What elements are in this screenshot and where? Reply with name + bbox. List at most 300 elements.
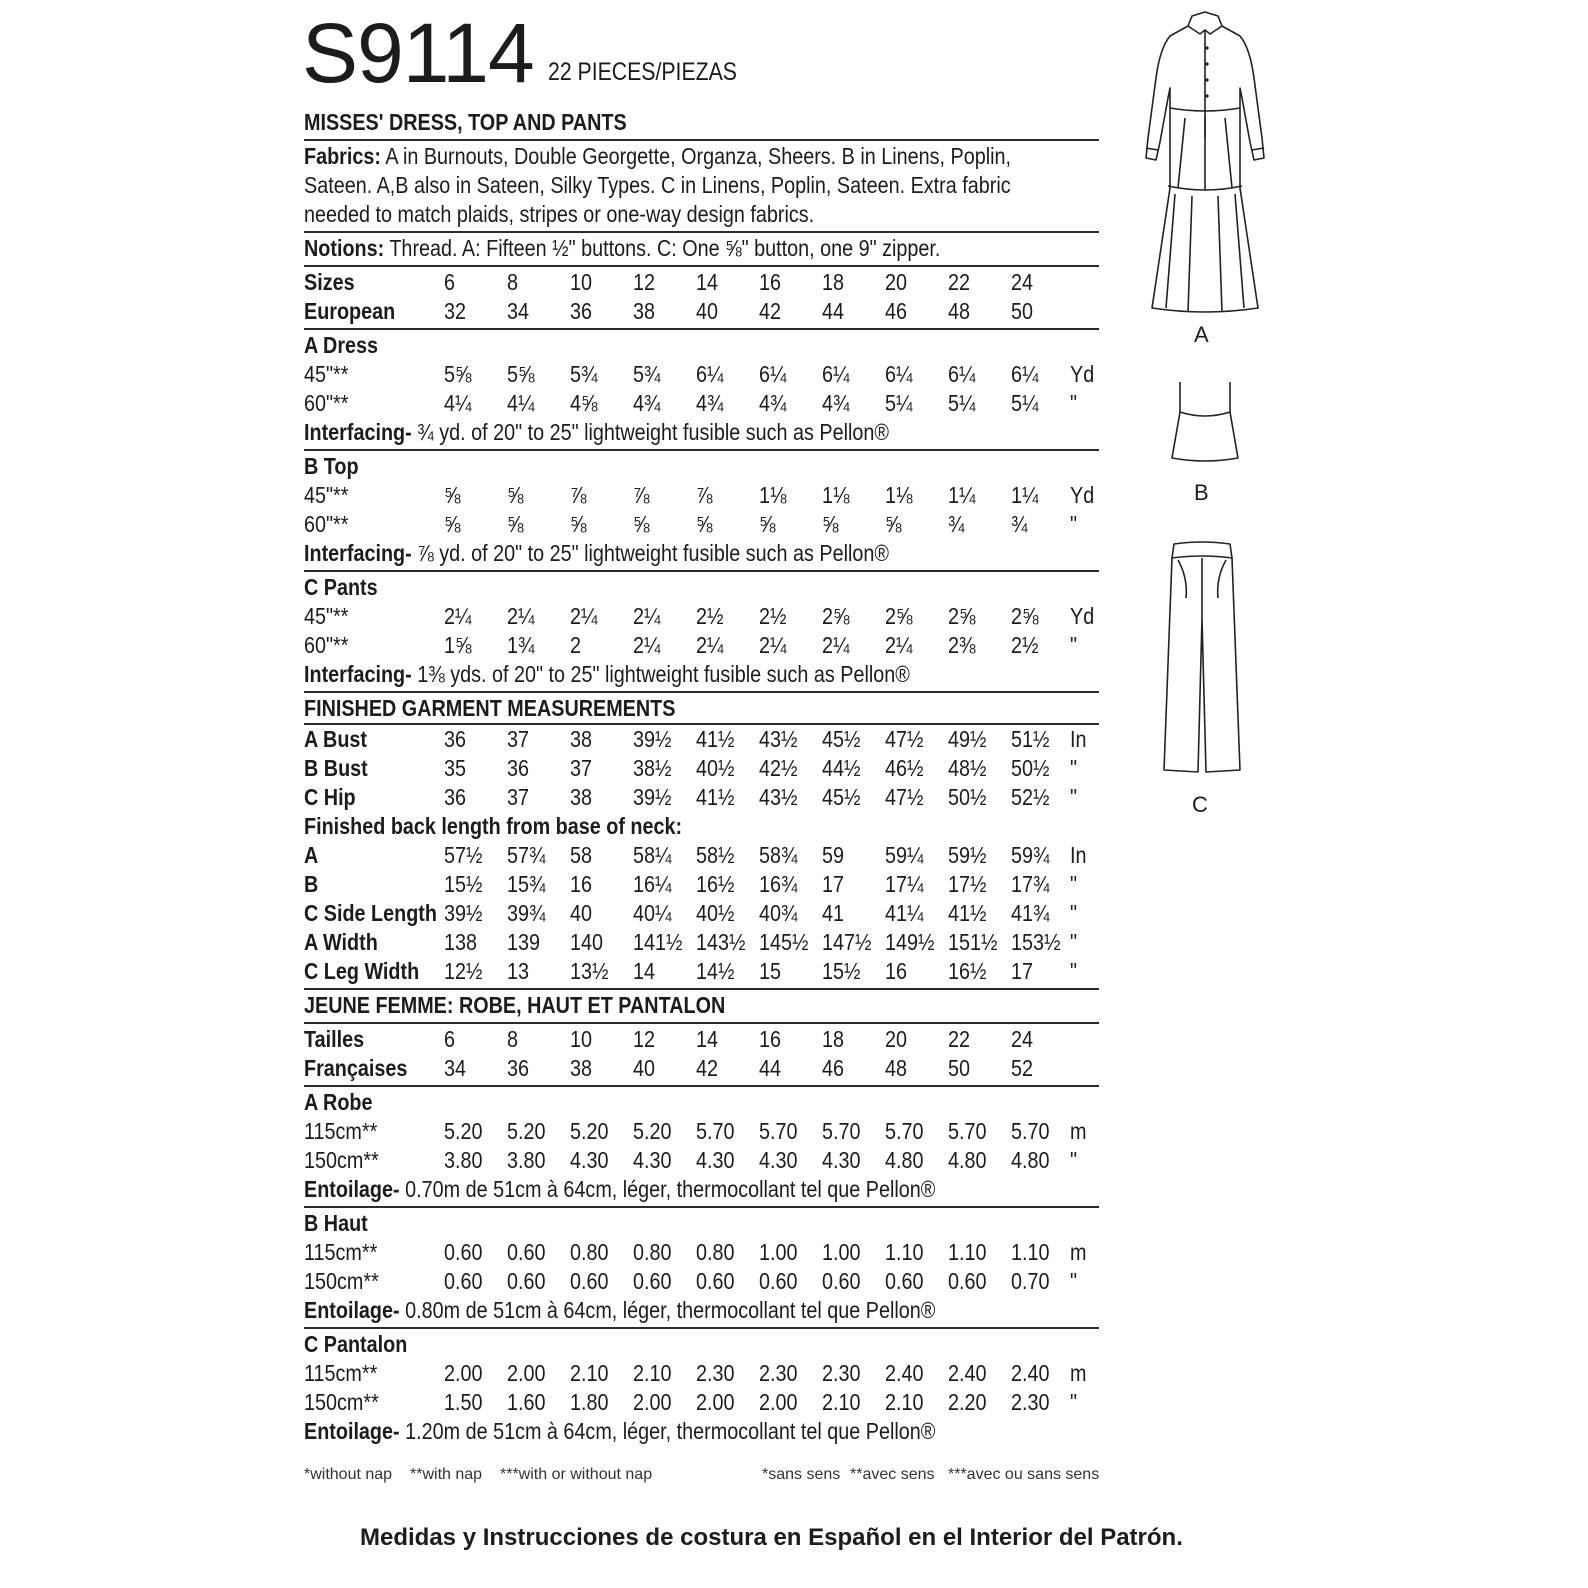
yardage-row-cell: 6¼ bbox=[1011, 361, 1039, 387]
length-row-cell: 41¼ bbox=[885, 900, 924, 926]
length-row-cell: 14 bbox=[633, 958, 656, 984]
length-row-unit: " bbox=[1070, 958, 1078, 984]
yardage-row-cell: 2⅜ bbox=[948, 632, 976, 658]
measurement-row-cell: 52½ bbox=[1011, 784, 1050, 810]
metrage-row-cell: 2.40 bbox=[885, 1360, 924, 1386]
divider bbox=[304, 1022, 1099, 1024]
metrage-row-label: 150cm** bbox=[304, 1268, 379, 1294]
length-row-label: C Side Length bbox=[304, 900, 437, 926]
interfacing-line bbox=[304, 539, 984, 568]
interfacing-line bbox=[304, 660, 1008, 689]
sizes-row-cell: 12 bbox=[633, 269, 656, 295]
pants-illustration bbox=[1152, 538, 1252, 778]
section-heading bbox=[304, 1330, 424, 1359]
yardage-row-cell: 2¼ bbox=[885, 632, 913, 658]
metrage-row-cell: 3.80 bbox=[444, 1147, 483, 1173]
metrage-row-cell: 1.00 bbox=[759, 1239, 798, 1265]
metrage-row bbox=[304, 1359, 1104, 1388]
footnote-avec-sens: **avec sens bbox=[850, 1466, 935, 1483]
tailles-row-cell: 10 bbox=[570, 1026, 593, 1052]
interfacing-line-text: 1⅜ yds. of 20" to 25" lightweight fusible such as Pellon® bbox=[417, 661, 910, 687]
yardage-row-cell: ⅝ bbox=[444, 482, 461, 508]
length-row-cell: 17¼ bbox=[885, 871, 924, 897]
yardage-row-cell: 2½ bbox=[696, 603, 724, 629]
metrage-row-unit: m bbox=[1070, 1360, 1087, 1386]
divider bbox=[304, 691, 1099, 693]
measurement-row-cell: 36 bbox=[444, 784, 467, 810]
length-row-cell: 15¾ bbox=[507, 871, 546, 897]
measurement-row-cell: 39½ bbox=[633, 784, 672, 810]
length-row-cell: 16½ bbox=[696, 871, 735, 897]
length-row-cell: 59½ bbox=[948, 842, 987, 868]
metrage-row-cell: 2.20 bbox=[948, 1389, 987, 1415]
yardage-row-unit: Yd bbox=[1070, 482, 1095, 508]
interfacing-line-label: Interfacing- bbox=[304, 419, 412, 445]
length-row-label: B bbox=[304, 871, 319, 897]
interfacing-line-text: ⅞ yd. of 20" to 25" lightweight fusible such as Pellon® bbox=[417, 540, 889, 566]
yardage-row bbox=[304, 602, 1104, 631]
metrage-row-cell: 5.70 bbox=[696, 1118, 735, 1144]
metrage-row-cell: 1.00 bbox=[822, 1239, 861, 1265]
metrage-row-cell: 2.10 bbox=[570, 1360, 609, 1386]
metrage-row-cell: 2.00 bbox=[444, 1360, 483, 1386]
francaises-row-cell: 48 bbox=[885, 1055, 908, 1081]
european-sizes-row-cell: 42 bbox=[759, 298, 782, 324]
length-row bbox=[304, 957, 1104, 986]
entoilage-line-label: Entoilage- bbox=[304, 1297, 400, 1323]
yardage-row-cell: 2½ bbox=[1011, 632, 1039, 658]
length-row-cell: 57½ bbox=[444, 842, 483, 868]
measurement-row-cell: 48½ bbox=[948, 755, 987, 781]
metrage-row-cell: 2.10 bbox=[633, 1360, 672, 1386]
tailles-row-cell: 18 bbox=[822, 1026, 845, 1052]
yardage-row-cell: 4¾ bbox=[759, 390, 787, 416]
metrage-row-cell: 2.10 bbox=[822, 1389, 861, 1415]
view-label-c: C bbox=[1192, 792, 1208, 817]
metrage-row-unit: m bbox=[1070, 1239, 1087, 1265]
metrage-row-label: 150cm** bbox=[304, 1389, 379, 1415]
section-heading bbox=[304, 452, 367, 481]
measurement-row-cell: 37 bbox=[570, 755, 593, 781]
yardage-row-cell: 4⅝ bbox=[570, 390, 598, 416]
metrage-row-cell: 5.20 bbox=[507, 1118, 546, 1144]
metrage-row-cell: 0.60 bbox=[570, 1268, 609, 1294]
metrage-row-cell: 0.60 bbox=[444, 1268, 483, 1294]
metrage-row-cell: 2.00 bbox=[633, 1389, 672, 1415]
metrage-row-cell: 0.60 bbox=[948, 1268, 987, 1294]
interfacing-line-wrap bbox=[304, 418, 889, 447]
section-heading bbox=[304, 331, 390, 360]
metrage-row-label: 115cm** bbox=[304, 1118, 378, 1144]
yardage-row-cell: 5¾ bbox=[633, 361, 661, 387]
metrage-row-cell: 0.70 bbox=[1011, 1268, 1050, 1294]
yardage-row-cell: 2¼ bbox=[507, 603, 535, 629]
fabrics-wrap bbox=[304, 142, 1011, 171]
yardage-row-cell: 2¼ bbox=[444, 603, 472, 629]
entoilage-line-text: 0.70m de 51cm à 64cm, léger, thermocollant tel que Pellon® bbox=[405, 1176, 936, 1202]
metrage-row-unit: " bbox=[1070, 1268, 1078, 1294]
yardage-row-label: 45"** bbox=[304, 482, 349, 508]
divider bbox=[304, 449, 1099, 451]
yardage-row-cell: 4¼ bbox=[444, 390, 472, 416]
yardage-row bbox=[304, 631, 1104, 660]
length-row-cell: 17 bbox=[1011, 958, 1034, 984]
length-row-cell: 139 bbox=[507, 929, 541, 955]
measurement-row-cell: 49½ bbox=[948, 726, 987, 752]
tailles-row-cell: 16 bbox=[759, 1026, 782, 1052]
length-row-cell: 147½ bbox=[822, 929, 872, 955]
metrage-row-cell: 4.30 bbox=[696, 1147, 735, 1173]
top-illustration bbox=[1160, 378, 1250, 468]
metrage-row-cell: 2.40 bbox=[948, 1360, 987, 1386]
fabrics-line-text: Sateen. A,B also in Sateen, Silky Types. C in Linens, Poplin, Sateen. Extra fabric bbox=[304, 172, 1011, 198]
yardage-row bbox=[304, 389, 1104, 418]
yardage-row-cell: 6¼ bbox=[822, 361, 850, 387]
measurement-row bbox=[304, 725, 1104, 754]
metrage-row-cell: 0.60 bbox=[822, 1268, 861, 1294]
notions-line-label: Notions: bbox=[304, 235, 385, 261]
measurement-row-cell: 43½ bbox=[759, 726, 798, 752]
length-row-cell: 141½ bbox=[633, 929, 683, 955]
european-sizes-row-cell: 46 bbox=[885, 298, 908, 324]
section-heading-text: A Robe bbox=[304, 1089, 373, 1115]
francaises-row-cell: 34 bbox=[444, 1055, 467, 1081]
length-row-cell: 41 bbox=[822, 900, 845, 926]
measurement-row-cell: 35 bbox=[444, 755, 467, 781]
metrage-row-cell: 5.70 bbox=[885, 1118, 924, 1144]
sizes-row-cell: 22 bbox=[948, 269, 971, 295]
length-row-cell: 12½ bbox=[444, 958, 483, 984]
measurement-row-cell: 50½ bbox=[1011, 755, 1050, 781]
yardage-row-cell: 4¼ bbox=[507, 390, 535, 416]
european-sizes-row-cell: 38 bbox=[633, 298, 656, 324]
length-row-label: A bbox=[304, 842, 319, 868]
yardage-row-cell: ¾ bbox=[948, 511, 965, 537]
footnote-with-nap: **with nap bbox=[410, 1466, 483, 1483]
yardage-row-cell: ⅞ bbox=[570, 482, 587, 508]
metrage-row-cell: 0.60 bbox=[696, 1268, 735, 1294]
length-row-cell: 41½ bbox=[948, 900, 987, 926]
yardage-row-unit: " bbox=[1070, 511, 1078, 537]
footnote-avec-ou-sans-sens: ***avec ou sans sens bbox=[948, 1466, 1100, 1483]
pieces-count: 22 PIECES/PIEZAS bbox=[548, 58, 737, 86]
sizes-row-label: Sizes bbox=[304, 269, 355, 295]
measurement-row-cell: 38 bbox=[570, 784, 593, 810]
francaises-row-cell: 52 bbox=[1011, 1055, 1034, 1081]
tailles-row-label: Tailles bbox=[304, 1026, 365, 1052]
metrage-row-cell: 5.70 bbox=[1011, 1118, 1050, 1144]
metrage-row-cell: 2.10 bbox=[885, 1389, 924, 1415]
francaises-row-cell: 42 bbox=[696, 1055, 719, 1081]
length-row-cell: 58¾ bbox=[759, 842, 798, 868]
length-row-cell: 151½ bbox=[948, 929, 998, 955]
metrage-row-cell: 4.30 bbox=[759, 1147, 798, 1173]
tailles-row-cell: 8 bbox=[507, 1026, 519, 1052]
yardage-row-cell: 6¼ bbox=[696, 361, 724, 387]
divider bbox=[304, 231, 1099, 233]
yardage-row-cell: 2¼ bbox=[759, 632, 787, 658]
length-row-cell: 40¼ bbox=[633, 900, 672, 926]
european-sizes-row-cell: 48 bbox=[948, 298, 971, 324]
back-length-label bbox=[304, 812, 744, 841]
tailles-row-cell: 24 bbox=[1011, 1026, 1034, 1052]
length-row-cell: 58¼ bbox=[633, 842, 672, 868]
measurement-row-cell: 43½ bbox=[759, 784, 798, 810]
metrage-row-cell: 2.30 bbox=[1011, 1389, 1050, 1415]
metrage-row-cell: 0.60 bbox=[507, 1268, 546, 1294]
length-row-cell: 17 bbox=[822, 871, 845, 897]
metrage-row-cell: 4.30 bbox=[633, 1147, 672, 1173]
metrage-row-cell: 4.80 bbox=[1011, 1147, 1050, 1173]
length-row-cell: 143½ bbox=[696, 929, 746, 955]
sizes-row bbox=[304, 268, 1104, 297]
measurement-row-cell: 45½ bbox=[822, 784, 861, 810]
yardage-row-cell: 2¼ bbox=[822, 632, 850, 658]
yardage-row-cell: ⅝ bbox=[633, 511, 650, 537]
metrage-row-cell: 2.00 bbox=[696, 1389, 735, 1415]
yardage-row-cell: ¾ bbox=[1011, 511, 1028, 537]
sizes-row-cell: 10 bbox=[570, 269, 593, 295]
yardage-row-cell: 2⅝ bbox=[822, 603, 850, 629]
section-title-text: MISSES' DRESS, TOP AND PANTS bbox=[304, 109, 627, 135]
francaises-row-cell: 44 bbox=[759, 1055, 782, 1081]
yardage-row-unit: Yd bbox=[1070, 361, 1095, 387]
divider bbox=[304, 328, 1099, 330]
european-sizes-row-label: European bbox=[304, 298, 396, 324]
metrage-row bbox=[304, 1388, 1104, 1417]
yardage-row-cell: 2½ bbox=[759, 603, 787, 629]
divider bbox=[304, 1327, 1099, 1329]
metrage-row-cell: 0.60 bbox=[444, 1239, 483, 1265]
section-heading-text: C Pants bbox=[304, 574, 378, 600]
metrage-row-cell: 1.10 bbox=[948, 1239, 987, 1265]
length-row-cell: 15 bbox=[759, 958, 782, 984]
yardage-row-cell: 2¼ bbox=[633, 603, 661, 629]
length-row-cell: 140 bbox=[570, 929, 604, 955]
length-row-cell: 16¾ bbox=[759, 871, 798, 897]
finished-heading-text: FINISHED GARMENT MEASUREMENTS bbox=[304, 695, 676, 721]
metrage-row-cell: 1.10 bbox=[885, 1239, 924, 1265]
yardage-row-cell: 2⅝ bbox=[885, 603, 913, 629]
measurement-row-cell: 38 bbox=[570, 726, 593, 752]
tailles-row-cell: 6 bbox=[444, 1026, 456, 1052]
european-sizes-row-cell: 34 bbox=[507, 298, 530, 324]
yardage-row bbox=[304, 510, 1104, 539]
interfacing-line-text: ¾ yd. of 20" to 25" lightweight fusible such as Pellon® bbox=[417, 419, 889, 445]
metrage-row-unit: " bbox=[1070, 1147, 1078, 1173]
yardage-row-cell: 4¾ bbox=[696, 390, 724, 416]
length-row-cell: 58 bbox=[570, 842, 593, 868]
length-row-cell: 40½ bbox=[696, 900, 735, 926]
length-row-cell: 13½ bbox=[570, 958, 609, 984]
tailles-row-cell: 22 bbox=[948, 1026, 971, 1052]
metrage-row bbox=[304, 1238, 1104, 1267]
section-heading-text: A Dress bbox=[304, 332, 379, 358]
entoilage-line-wrap bbox=[304, 1296, 935, 1325]
entoilage-line-label: Entoilage- bbox=[304, 1418, 400, 1444]
length-row-cell: 149½ bbox=[885, 929, 935, 955]
francaises-row-label: Françaises bbox=[304, 1055, 408, 1081]
pattern-number: S9114 bbox=[302, 6, 534, 100]
length-row-cell: 40 bbox=[570, 900, 593, 926]
entoilage-line-label: Entoilage- bbox=[304, 1176, 400, 1202]
yardage-row-cell: 5¼ bbox=[1011, 390, 1039, 416]
measurement-row-cell: 37 bbox=[507, 726, 530, 752]
yardage-row bbox=[304, 360, 1104, 389]
measurement-row-cell: 47½ bbox=[885, 784, 924, 810]
section-heading bbox=[304, 1209, 378, 1238]
yardage-row-cell: 4¾ bbox=[822, 390, 850, 416]
length-row-cell: 15½ bbox=[822, 958, 861, 984]
length-row-unit: In bbox=[1070, 842, 1087, 868]
metrage-row-cell: 0.80 bbox=[570, 1239, 609, 1265]
interfacing-line-wrap bbox=[304, 539, 889, 568]
back-length-label-text: Finished back length from base of neck: bbox=[304, 813, 683, 839]
yardage-row bbox=[304, 481, 1104, 510]
metrage-row-cell: 5.20 bbox=[444, 1118, 483, 1144]
metrage-row-cell: 2.30 bbox=[759, 1360, 798, 1386]
francaises-row-cell: 38 bbox=[570, 1055, 593, 1081]
metrage-row-cell: 0.80 bbox=[696, 1239, 735, 1265]
yardage-row-cell: ⅝ bbox=[444, 511, 461, 537]
tailles-row-cell: 14 bbox=[696, 1026, 719, 1052]
french-heading bbox=[304, 991, 794, 1020]
divider bbox=[304, 570, 1099, 572]
section-title bbox=[304, 108, 679, 137]
sizes-row-cell: 8 bbox=[507, 269, 519, 295]
metrage-row bbox=[304, 1267, 1104, 1296]
yardage-row-cell: ⅝ bbox=[759, 511, 776, 537]
tailles-row bbox=[304, 1025, 1104, 1054]
francaises-row-cell: 46 bbox=[822, 1055, 845, 1081]
divider bbox=[304, 265, 1099, 267]
length-row-cell: 16¼ bbox=[633, 871, 672, 897]
european-sizes-row-cell: 44 bbox=[822, 298, 845, 324]
tailles-row-cell: 12 bbox=[633, 1026, 656, 1052]
measurement-row-unit: " bbox=[1070, 784, 1078, 810]
length-row-cell: 40¾ bbox=[759, 900, 798, 926]
entoilage-line-wrap bbox=[304, 1175, 935, 1204]
francaises-row-cell: 40 bbox=[633, 1055, 656, 1081]
yardage-row-cell: ⅝ bbox=[822, 511, 839, 537]
metrage-row-cell: 5.70 bbox=[759, 1118, 798, 1144]
notions-line-text: Thread. A: Fifteen ½" buttons. C: One ⅝" button, one 9" zipper. bbox=[389, 235, 941, 261]
yardage-row-label: 60"** bbox=[304, 632, 349, 658]
length-row bbox=[304, 870, 1104, 899]
divider bbox=[304, 988, 1099, 990]
yardage-row-cell: 5¼ bbox=[948, 390, 976, 416]
length-row-cell: 15½ bbox=[444, 871, 483, 897]
length-row-cell: 138 bbox=[444, 929, 478, 955]
measurement-row-unit: " bbox=[1070, 755, 1078, 781]
yardage-row-cell: 2¼ bbox=[696, 632, 724, 658]
measurement-row-cell: 47½ bbox=[885, 726, 924, 752]
francaises-row bbox=[304, 1054, 1104, 1083]
length-row-cell: 59¾ bbox=[1011, 842, 1050, 868]
length-row bbox=[304, 928, 1104, 957]
french-heading-text: JEUNE FEMME: ROBE, HAUT ET PANTALON bbox=[304, 992, 726, 1018]
sizes-row-cell: 16 bbox=[759, 269, 782, 295]
european-sizes-row-cell: 40 bbox=[696, 298, 719, 324]
entoilage-line bbox=[304, 1175, 1038, 1204]
length-row-cell: 16 bbox=[885, 958, 908, 984]
divider bbox=[304, 1085, 1099, 1087]
yardage-row-cell: 2 bbox=[570, 632, 582, 658]
interfacing-line bbox=[304, 418, 984, 447]
measurement-row bbox=[304, 754, 1104, 783]
sizes-row-cell: 6 bbox=[444, 269, 456, 295]
length-row-unit: " bbox=[1070, 871, 1078, 897]
metrage-row-cell: 1.10 bbox=[1011, 1239, 1050, 1265]
sizes-row-cell: 20 bbox=[885, 269, 908, 295]
length-row-cell: 16½ bbox=[948, 958, 987, 984]
entoilage-line-text: 1.20m de 51cm à 64cm, léger, thermocollant tel que Pellon® bbox=[405, 1418, 936, 1444]
measurement-row-label: A Bust bbox=[304, 726, 368, 752]
measurement-row bbox=[304, 783, 1104, 812]
length-row-cell: 59¼ bbox=[885, 842, 924, 868]
fabrics-line bbox=[304, 200, 897, 229]
measurement-row-cell: 44½ bbox=[822, 755, 861, 781]
measurement-row-unit: In bbox=[1070, 726, 1087, 752]
yardage-row-cell: 6¼ bbox=[885, 361, 913, 387]
yardage-row-cell: 5¾ bbox=[570, 361, 598, 387]
european-sizes-row-cell: 36 bbox=[570, 298, 593, 324]
measurement-row-cell: 42½ bbox=[759, 755, 798, 781]
yardage-row-cell: 5⅝ bbox=[507, 361, 535, 387]
length-row-cell: 39¾ bbox=[507, 900, 546, 926]
metrage-row bbox=[304, 1146, 1104, 1175]
yardage-row-cell: 2⅝ bbox=[1011, 603, 1039, 629]
fabrics-line bbox=[304, 142, 1126, 171]
metrage-row-cell: 5.70 bbox=[948, 1118, 987, 1144]
metrage-row-unit: " bbox=[1070, 1389, 1078, 1415]
metrage-row-cell: 0.60 bbox=[759, 1268, 798, 1294]
spanish-note: Medidas y Instrucciones de costura en Español en el Interior del Patrón. bbox=[360, 1524, 1183, 1551]
length-row-cell: 14½ bbox=[696, 958, 735, 984]
metrage-row-cell: 2.00 bbox=[759, 1389, 798, 1415]
francaises-row-cell: 36 bbox=[507, 1055, 530, 1081]
metrage-row-cell: 0.60 bbox=[507, 1239, 546, 1265]
yardage-row-cell: ⅞ bbox=[696, 482, 713, 508]
metrage-row-cell: 2.40 bbox=[1011, 1360, 1050, 1386]
yardage-row-cell: 1⅛ bbox=[759, 482, 787, 508]
interfacing-line-label: Interfacing- bbox=[304, 540, 412, 566]
sizes-row-cell: 24 bbox=[1011, 269, 1034, 295]
measurement-row-cell: 46½ bbox=[885, 755, 924, 781]
metrage-row-label: 150cm** bbox=[304, 1147, 379, 1173]
metrage-row-label: 115cm** bbox=[304, 1360, 378, 1386]
measurement-row-cell: 45½ bbox=[822, 726, 861, 752]
yardage-row-cell: ⅞ bbox=[633, 482, 650, 508]
length-row bbox=[304, 841, 1104, 870]
metrage-row-cell: 2.30 bbox=[822, 1360, 861, 1386]
entoilage-line bbox=[304, 1417, 1038, 1446]
divider bbox=[304, 139, 1099, 141]
yardage-row-cell: 5⅝ bbox=[444, 361, 472, 387]
length-row-cell: 153½ bbox=[1011, 929, 1061, 955]
yardage-row-label: 45"** bbox=[304, 361, 349, 387]
length-row-unit: " bbox=[1070, 929, 1078, 955]
measurement-row-cell: 51½ bbox=[1011, 726, 1050, 752]
footnote-without-nap: *without nap bbox=[304, 1466, 393, 1483]
measurement-row-label: B Bust bbox=[304, 755, 368, 781]
length-row-label: C Leg Width bbox=[304, 958, 420, 984]
footnote-with-or-without-nap: ***with or without nap bbox=[500, 1466, 653, 1483]
metrage-row-cell: 1.80 bbox=[570, 1389, 609, 1415]
yardage-row-cell: 1¾ bbox=[507, 632, 535, 658]
measurement-row-cell: 37 bbox=[507, 784, 530, 810]
entoilage-line-text: 0.80m de 51cm à 64cm, léger, thermocollant tel que Pellon® bbox=[405, 1297, 936, 1323]
